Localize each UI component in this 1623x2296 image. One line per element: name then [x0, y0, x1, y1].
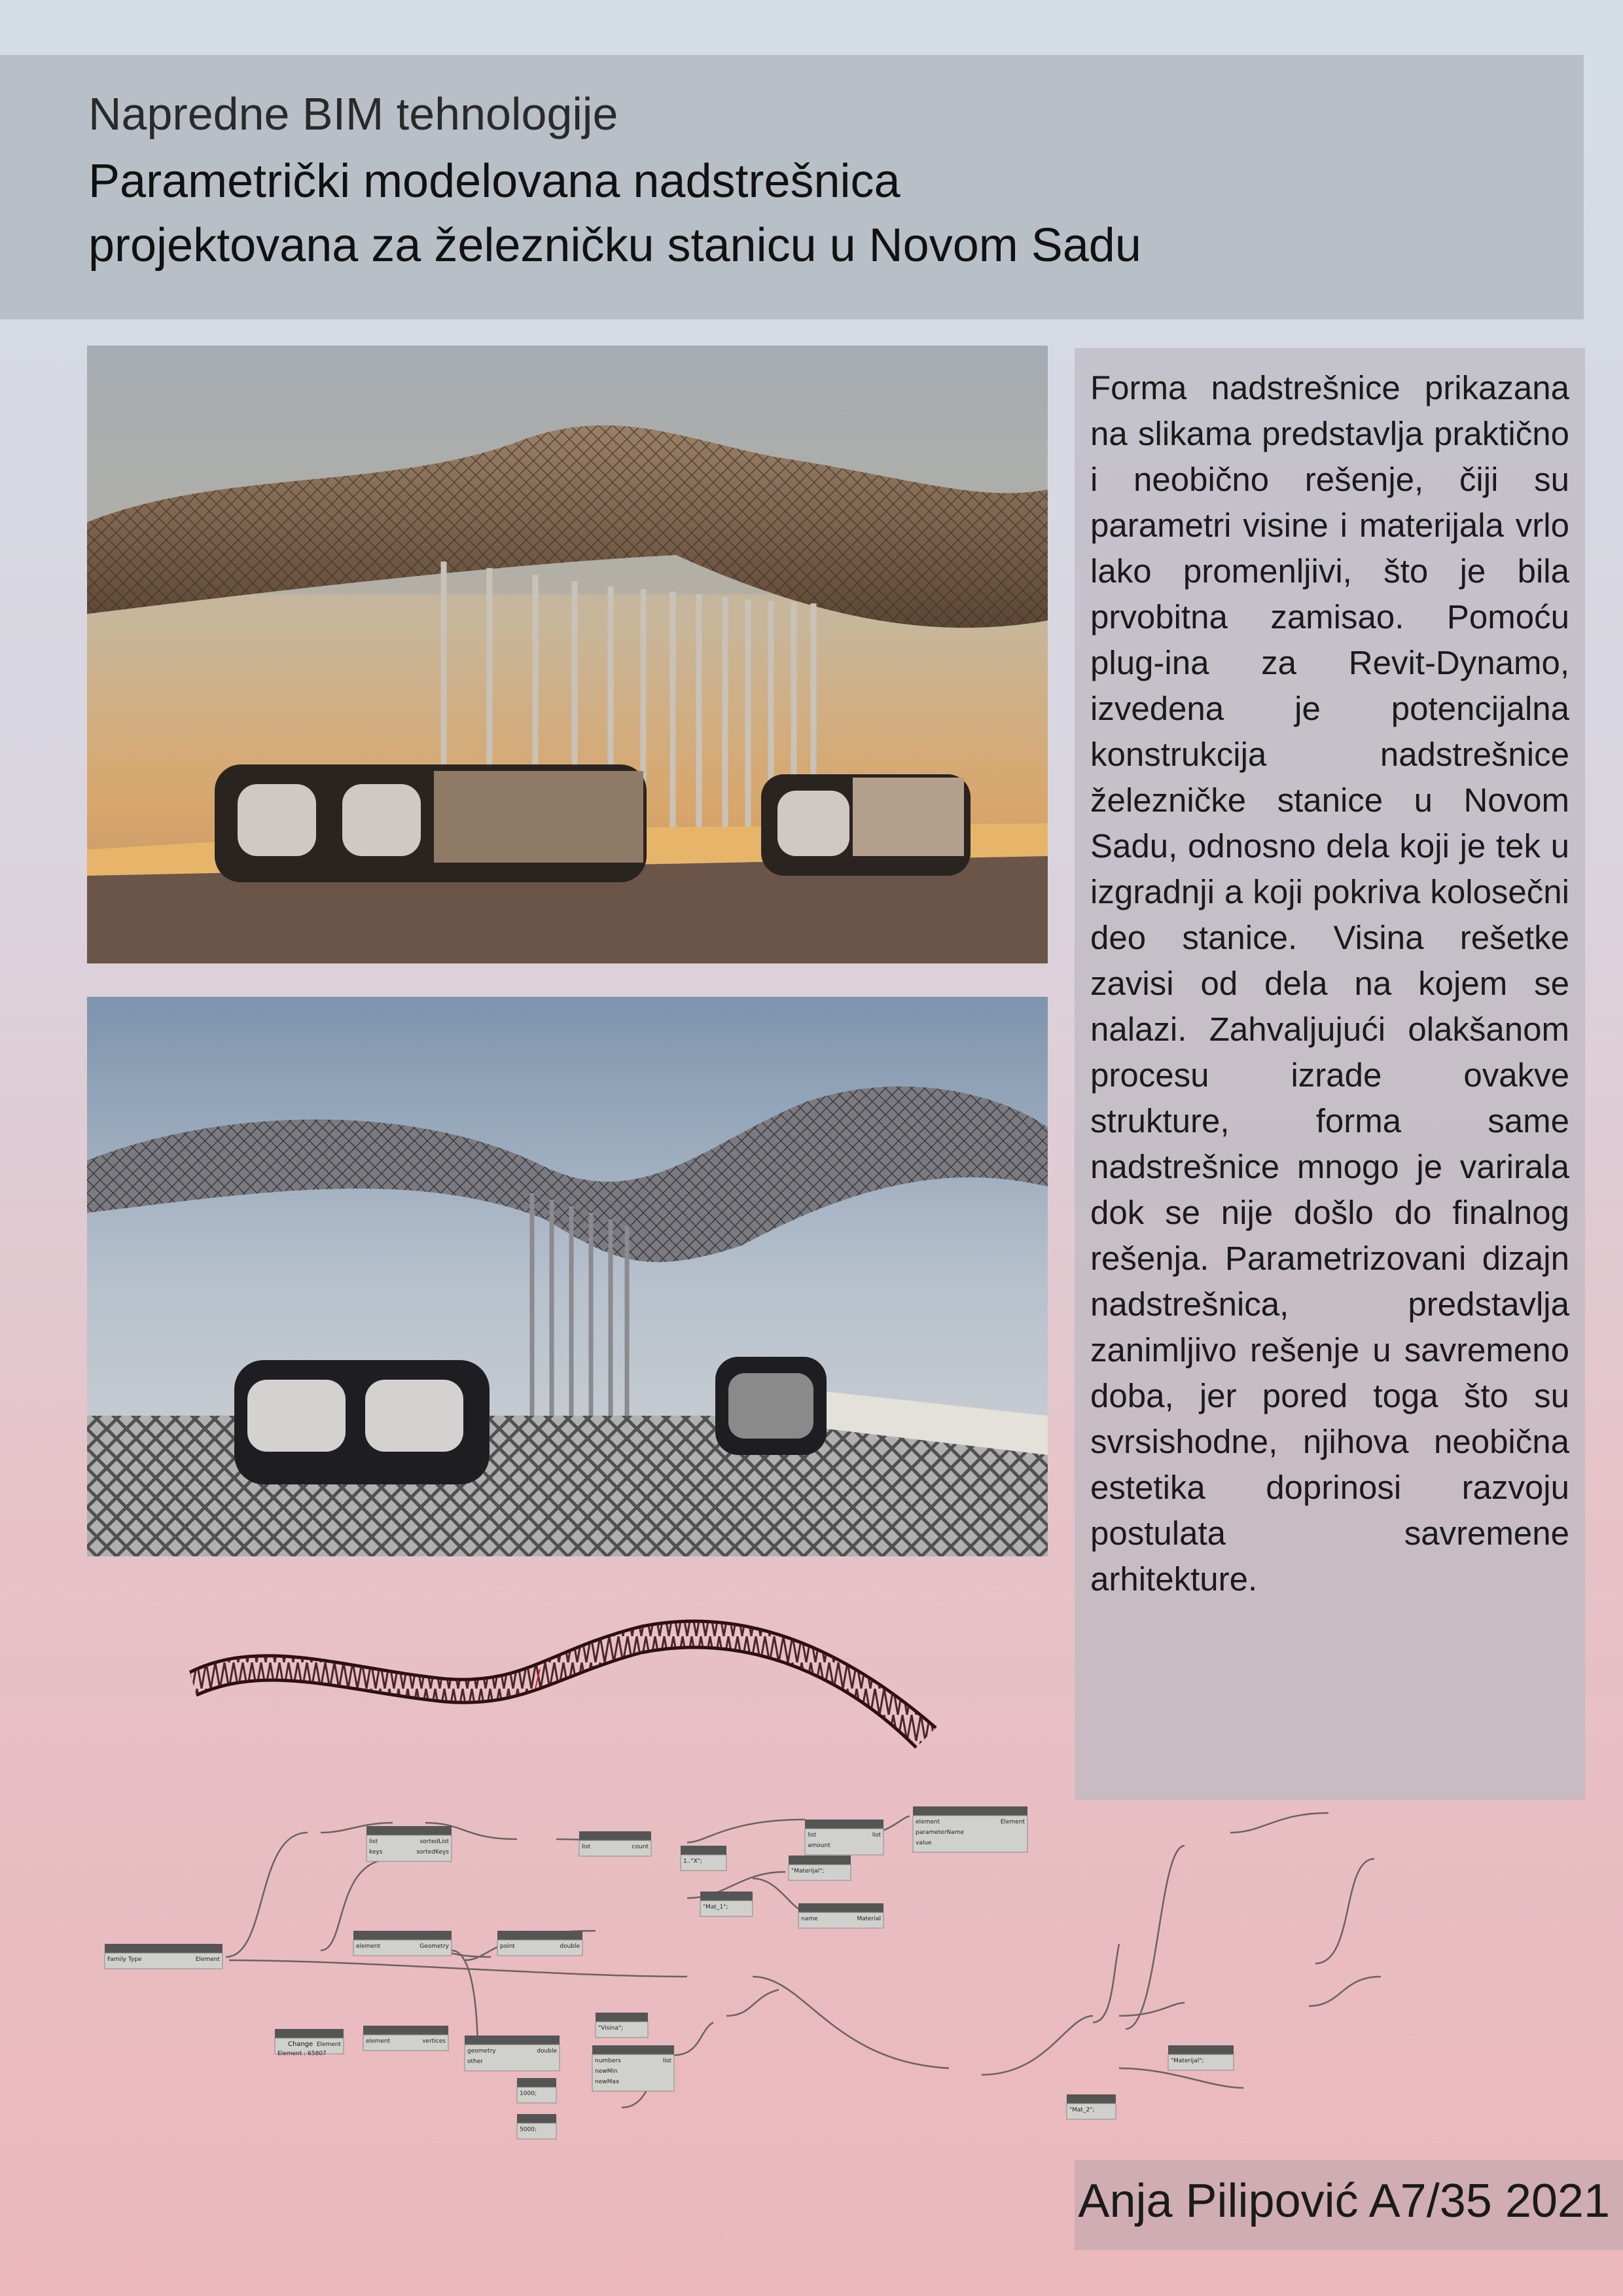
course-subtitle: Napredne BIM tehnologije	[88, 88, 618, 139]
dynamo-node	[798, 1903, 883, 1928]
dynamo-node-input: "Mat_1";	[703, 1904, 728, 1910]
dynamo-node-input: 5000;	[520, 2126, 537, 2133]
dynamo-node-header	[789, 1856, 851, 1865]
dynamo-node-header	[579, 1831, 651, 1840]
description-text: Forma nadstrešnice prikazana na slikama predstavlja praktično i neobično rešenje, čiji su parametri visine i materijala vrlo lako promenljivi, što je bila prvobitna zamisao. Pomoću plug-ina za Revit-Dynamo, izvedena je potencijalna konstrukcija nadstrešnice železničke stanice u Novom Sadu, odnosno dela koji je tek u izgradnji a koji pokriva kolosečni deo stanice. Visina rešetke zavisi od dela na kojem se nalazi. Zahvaljujući olakšanom procesu izrade ovakve strukture, forma same nadstrešnice mnogo je varirala dok se nije došlo do finalnog rešenja. Parametrizovani dizajn nadstrešnica, predstavlja zanimljivo rešenje u savremeno doba, jer pored toga što su svrsishodne, njihova neobična estetika doprinosi razvoju postulata savremene arhitekture.	[1090, 369, 1569, 1598]
dynamo-node-input: list	[369, 1839, 378, 1845]
dynamo-node-input: name	[801, 1916, 818, 1922]
dynamo-node	[366, 1826, 452, 1861]
dynamo-node-header	[913, 1806, 1027, 1816]
dynamo-node-output: double	[537, 2048, 557, 2054]
dynamo-node	[681, 1846, 726, 1871]
dynamo-node	[1067, 2094, 1116, 2119]
dynamo-node-input: numbers	[595, 2058, 621, 2064]
dynamo-node-header	[275, 2029, 344, 2038]
dynamo-node-input: "Materijal";	[1171, 2058, 1204, 2064]
dynamo-node-input: Family Type	[107, 1956, 142, 1963]
dynamo-node-output: Element	[1000, 1819, 1025, 1825]
dynamo-node-header	[592, 2045, 674, 2054]
dynamo-node-input: element	[366, 2038, 391, 2045]
dynamo-node-input: "Materijal";	[791, 1868, 825, 1874]
dynamo-node-header	[366, 1826, 452, 1835]
author-credit: Anja Pilipović A7/35 2021	[1078, 2175, 1610, 2227]
dynamo-node-header	[596, 2013, 648, 2022]
dynamo-node-input: 1.."X";	[683, 1858, 702, 1865]
dynamo-node-input: element	[916, 1819, 940, 1825]
dynamo-node-header	[517, 2078, 556, 2087]
dynamo-node-header	[798, 1903, 883, 1912]
dynamo-node-input: amount	[808, 1842, 830, 1849]
header-banner	[0, 55, 1584, 319]
dynamo-node-header	[517, 2114, 556, 2123]
description-panel	[1075, 348, 1585, 1800]
dynamo-node-output: Element	[316, 2041, 341, 2048]
dynamo-node	[497, 1931, 582, 1956]
dynamo-node	[1168, 2045, 1234, 2070]
dynamo-node	[105, 1944, 223, 1969]
dynamo-node	[517, 2114, 556, 2139]
dynamo-node	[789, 1856, 851, 1880]
dynamo-node-input: Element : 65807	[277, 2051, 327, 2057]
dynamo-node	[353, 1931, 452, 1956]
dynamo-node-input: element	[356, 1943, 381, 1950]
render-image-sunset	[87, 346, 1048, 963]
truss-elevation-drawing	[183, 1610, 949, 1774]
dynamo-node-header	[497, 1931, 582, 1940]
author-footer	[1075, 2160, 1623, 2250]
dynamo-node-graph	[98, 1780, 1525, 2133]
dynamo-node	[700, 1892, 753, 1916]
dynamo-node-output: vertices	[422, 2038, 446, 2045]
dynamo-node-input: parameterName	[916, 1829, 965, 1836]
dynamo-node-input: other	[467, 2058, 483, 2065]
dynamo-node-input: "Visina";	[598, 2025, 624, 2032]
dynamo-node-input: point	[500, 1943, 515, 1950]
dynamo-node	[517, 2078, 556, 2103]
dynamo-node	[275, 2029, 344, 2057]
dynamo-node-header	[465, 2036, 560, 2045]
dynamo-node-output: Geometry	[419, 1943, 449, 1950]
dynamo-node-title: Change	[288, 2041, 313, 2048]
dynamo-node	[465, 2036, 560, 2071]
title-line-1: Parametrički modelovana nadstrešnica	[88, 155, 901, 207]
dynamo-node-output: list	[662, 2058, 671, 2064]
dynamo-node-input: list	[582, 1844, 591, 1850]
dynamo-node	[913, 1806, 1027, 1852]
dynamo-node-header	[363, 2026, 448, 2035]
dynamo-node	[592, 2045, 674, 2091]
dynamo-node-header	[700, 1892, 753, 1901]
dynamo-node-header	[105, 1944, 223, 1953]
dynamo-node-output: sortedList	[419, 1839, 449, 1845]
dynamo-node-header	[805, 1820, 883, 1829]
dynamo-node-output: Material	[857, 1916, 881, 1922]
dynamo-node-input: "Mat_2";	[1069, 2107, 1095, 2113]
dynamo-node-output: sortedKeys	[416, 1849, 449, 1856]
dynamo-node-input: list	[808, 1832, 817, 1839]
dynamo-node-header	[681, 1846, 726, 1855]
dynamo-node-input: value	[916, 1840, 932, 1846]
dynamo-node-input: 1000;	[520, 2090, 537, 2097]
dynamo-node	[805, 1820, 883, 1855]
dynamo-node	[579, 1831, 651, 1856]
dynamo-node-input: keys	[369, 1849, 383, 1856]
dynamo-node	[363, 2026, 448, 2051]
dynamo-node-output: Element	[195, 1956, 220, 1963]
dynamo-node-header	[1168, 2045, 1234, 2054]
dynamo-node-header	[1067, 2094, 1116, 2104]
dynamo-node-output: count	[632, 1844, 649, 1850]
title-line-2: projektovana za železničku stanicu u Novom Sadu	[88, 219, 1141, 272]
dynamo-node-header	[353, 1931, 452, 1940]
render-image-daytime	[87, 997, 1048, 1556]
dynamo-node-input: geometry	[467, 2048, 496, 2054]
dynamo-node-output: list	[872, 1832, 881, 1839]
dynamo-node-input: newMin	[595, 2068, 618, 2075]
dynamo-node-input: newMax	[595, 2079, 620, 2085]
dynamo-node-output: double	[560, 1943, 580, 1950]
dynamo-node	[596, 2013, 648, 2037]
